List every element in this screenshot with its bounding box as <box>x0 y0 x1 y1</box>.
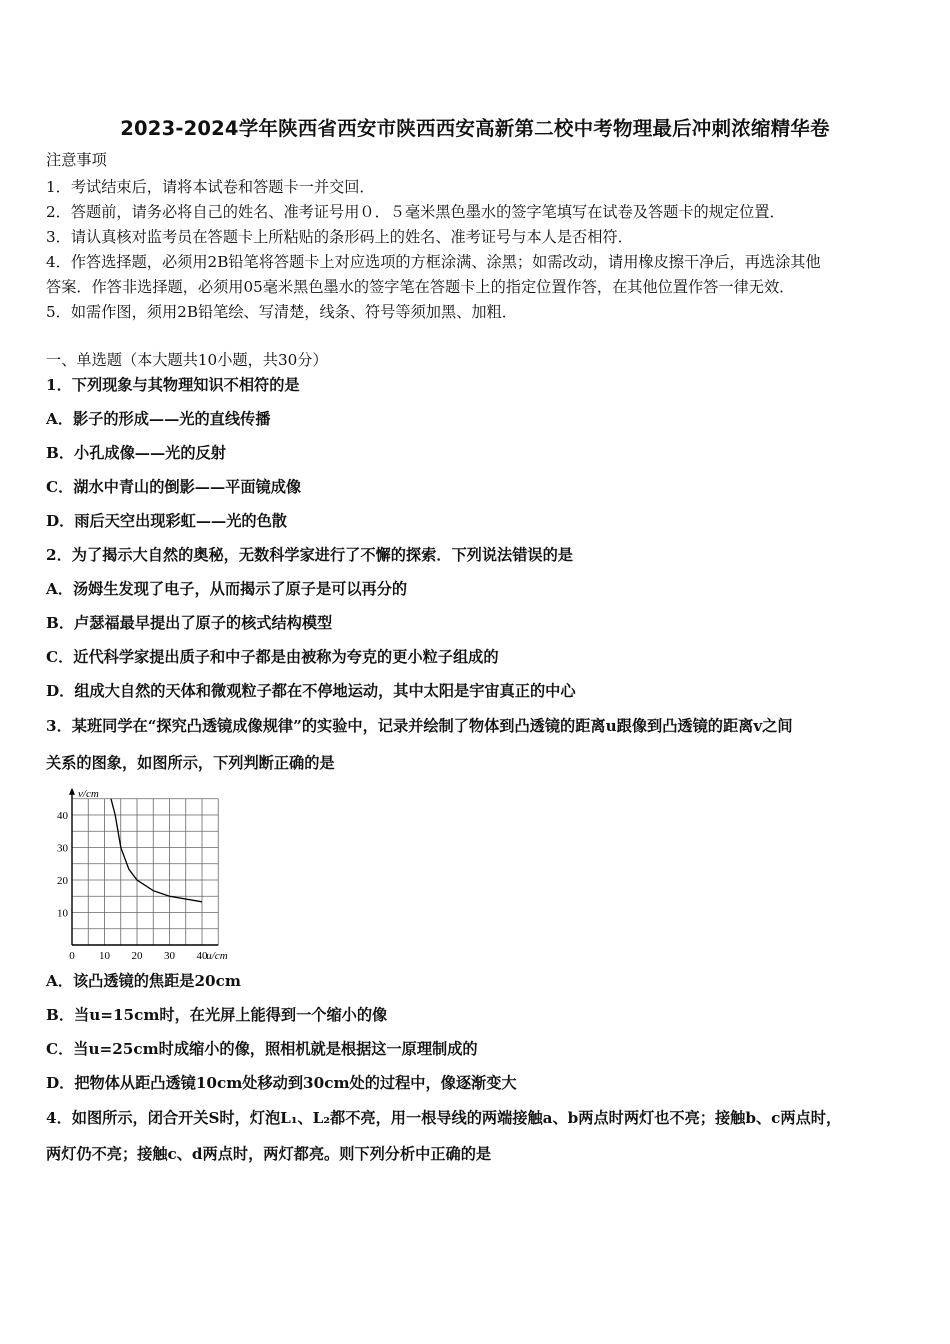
notice-item-1: 1．考试结束后，请将本试卷和答题卡一并交回． <box>46 178 375 196</box>
page-title: 2023-2024学年陕西省西安市陕西西安高新第二校中考物理最后冲刺浓缩精华卷 <box>120 117 830 140</box>
y-tick-label: 40 <box>57 810 68 822</box>
q4-stem-line1: 4．如图所示，闭合开关S时，灯泡L₁、L₂都不亮，用一根导线的两端接触a、b两点时两灯也不亮；接触b、c两点时， <box>46 1109 842 1127</box>
y-tick-label: 30 <box>57 842 68 855</box>
y-axis-arrow <box>69 788 75 795</box>
q2-option-d: D．组成大自然的天体和微观粒子都在不停地运动，其中太阳是宇宙真正的中心 <box>46 682 576 700</box>
q1-option-a: A．影子的形成——光的直线传播 <box>46 410 271 428</box>
x-tick-label: 0 <box>69 950 75 962</box>
x-tick-label: 10 <box>99 950 110 962</box>
q2-stem: 2．为了揭示大自然的奥秘，无数科学家进行了不懈的探索．下列说法错误的是 <box>46 546 573 564</box>
x-tick-label: 40 <box>196 950 208 962</box>
uv-graph <box>40 785 250 962</box>
notice-heading: 注意事项 <box>46 151 107 169</box>
x-tick-label: 30 <box>164 950 175 962</box>
graph-grid <box>72 799 218 945</box>
q1-option-c: C．湖水中青山的倒影——平面镜成像 <box>46 478 302 496</box>
graph-axes <box>69 788 218 945</box>
q2-option-a: A．汤姆生发现了电子，从而揭示了原子是可以再分的 <box>46 580 408 598</box>
q2-option-c: C．近代科学家提出质子和中子都是由被称为夸克的更小粒子组成的 <box>46 648 499 666</box>
notice-item-4: 4．作答选择题，必须用2B铅笔将答题卡上对应选项的方框涂满、涂黑；如需改动，请用橡皮擦干净后，再选涂其他 <box>46 253 821 271</box>
q1-option-d: D．雨后天空出现彩虹——光的色散 <box>46 512 287 530</box>
x-tick-label: 20 <box>131 950 143 962</box>
y-axis-label: v/cm <box>78 787 99 800</box>
q3-option-c: C．当u=25cm时成缩小的像，照相机就是根据这一原理制成的 <box>46 1040 478 1058</box>
q3-stem-line2: 关系的图象，如图所示，下列判断正确的是 <box>46 754 335 772</box>
notice-item-5: 5．如需作图，须用2B铅笔绘、写清楚，线条、符号等须加黑、加粗． <box>46 303 517 321</box>
q2-option-b: B．卢瑟福最早提出了原子的核式结构模型 <box>46 614 333 632</box>
y-tick-label: 10 <box>57 907 68 920</box>
q3-stem-line1: 3．某班同学在“探究凸透镜成像规律”的实验中，记录并绘制了物体到凸透镜的距离u跟像到凸透镜的距离v之间 <box>46 717 793 735</box>
q3-option-d: D．把物体从距凸透镜10cm处移动到30cm处的过程中，像逐渐变大 <box>46 1074 517 1092</box>
notice-item-3: 3．请认真核对监考员在答题卡上所粘贴的条形码上的姓名、准考证号与本人是否相符． <box>46 228 633 246</box>
graph-curve <box>111 799 202 902</box>
y-tick-label: 20 <box>57 875 68 887</box>
q3-option-b: B．当u=15cm时，在光屏上能得到一个缩小的像 <box>46 1006 388 1024</box>
series-curve <box>111 799 202 902</box>
x-axis-label: u/cm <box>206 950 228 962</box>
section-heading: 一、单选题（本大题共10小题，共30分） <box>46 351 328 369</box>
notice-item-2: 2．答题前，请务必将自己的姓名、准考证号用０．５毫米黑色墨水的签字笔填写在试卷及答题卡的规定位置． <box>46 203 785 221</box>
q1-option-b: B．小孔成像——光的反射 <box>46 444 226 462</box>
notice-item-4-cont: 答案．作答非选择题，必须用05毫米黑色墨水的签字笔在答题卡上的指定位置作答，在其他位置作答一律无效． <box>46 278 795 296</box>
q1-stem: 1．下列现象与其物理知识不相符的是 <box>46 376 300 394</box>
q3-option-a: A．该凸透镜的焦距是20cm <box>46 972 241 990</box>
q4-stem-line2: 两灯仍不亮；接触c、d两点时，两灯都亮。则下列分析中正确的是 <box>46 1145 492 1163</box>
